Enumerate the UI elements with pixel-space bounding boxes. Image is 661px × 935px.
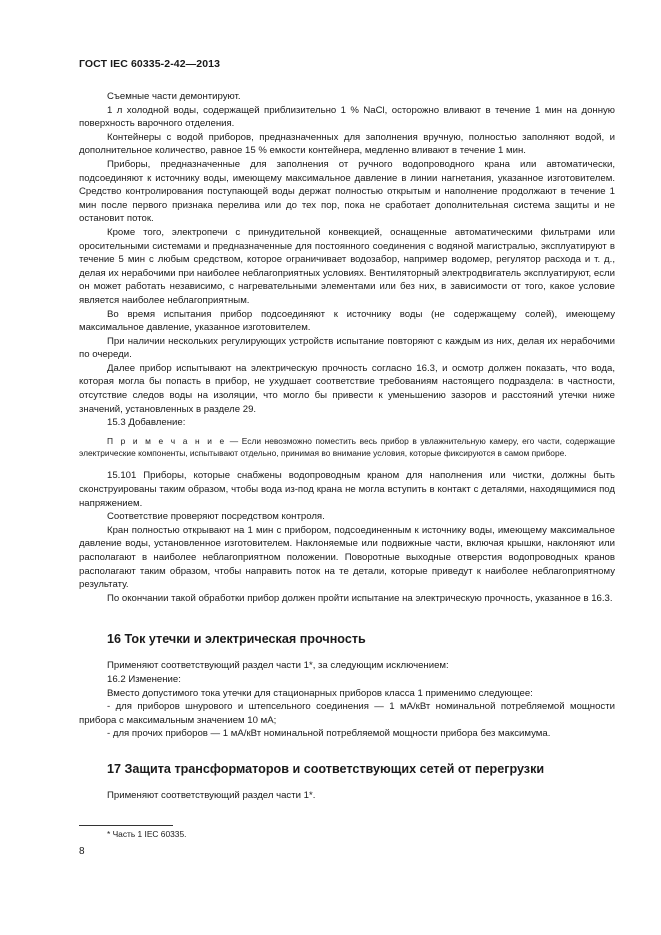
paragraph: Далее прибор испытывают на электрическую прочность согласно 16.3, и осмотр должен показать, что вода, которая могла бы попасть в прибор, не ухудшает соответствие требованиям настоящего подраздела: в частности, отсутствие следов воды на изоляции, что могло бы привести к уменьшению зазоров и расстояний утечки ниже значений, установленных в разделе 29. xyxy=(79,362,615,415)
footnote: * Часть 1 IEC 60335. xyxy=(107,829,187,839)
note-label: П р и м е ч а н и е xyxy=(107,435,227,446)
paragraph: Вместо допустимого тока утечки для стационарных приборов класса 1 применимо следующее: xyxy=(107,687,533,699)
document-header: ГОСТ IEC 60335-2-42—2013 xyxy=(79,58,221,70)
paragraph: Съемные части демонтируют. xyxy=(107,91,241,102)
page-body xyxy=(79,90,615,803)
note xyxy=(79,436,615,460)
paragraph: Соответствие проверяют посредством контроля. xyxy=(107,511,325,523)
paragraph: 16.2 Изменение: xyxy=(107,673,181,685)
list-item: - для приборов шнурового и штепсельного соединения — 1 мА/кВт номинальной потребляемой мощности прибора с максимальным значением 10 мА; xyxy=(79,701,615,726)
footnote-divider xyxy=(79,825,173,826)
clause-heading: 15.3 Добавление: xyxy=(107,417,186,429)
note-text: Если невозможно поместить весь прибор в увлажнительную камеру, его части, содержащие электрические компоненты, испытывают отдельно, принимая во внимание условия, которые фиксируются в самом приборе. xyxy=(79,435,616,458)
paragraph: Применяют соответствующий раздел части 1*. xyxy=(107,789,316,801)
paragraph: Приборы, предназначенные для заполнения от ручного водопроводного крана или автоматически, подсоединяют к источнику воды, имеющему максимальное давление в линии нагнетания, указанное изготовителем. Средство контролирования поступающей воды держат полностью открытым и наполнение продолжают в течение 1 мин после первого признака перелива или до тех пор, пока не сработает дополнительная система защиты и не остановит поток. xyxy=(79,158,615,225)
note-dash: — xyxy=(226,435,242,446)
paragraph: Кроме того, электропечи с принудительной конвекцией, оснащенные автоматическими фильтрами или оросительными системами и предназначенные для постоянного соединения с водяной магистралью, эксплуатируют в течение 5 мин с любым средством, которое ограничивает водозабор, например водомер, регулятор расхода и т. д., делая их нерабочими при наиболее неблагоприятных условиях. Вентиляторный электродвигатель эксплуатируют, если он может работать независимо, с нагревательными элементами или без них, в зависимости от того, какое условие является наиболее неблагоприятным. xyxy=(79,226,615,306)
list-item: - для прочих приборов — 1 мА/кВт номинальной потребляемой мощности прибора без максимума. xyxy=(107,728,551,740)
section-17-title: 17 Защита трансформаторов и соответствующих сетей от перегрузки xyxy=(107,761,545,776)
paragraph: Кран полностью открывают на 1 мин с прибором, подсоединенным к источнику воды, имеющему максимальное давление воды, установленное изготовителем. Наклоняемые или подвижные части, включая крышки, наклоняют или располагают в наиболее неблагоприятном положении. Поворотные выходные отверстия водопроводных кранов располагают таким образом, чтобы направить поток на те детали, которые приведут к наиболее неблагоприятному результату. xyxy=(79,524,615,591)
paragraph: Во время испытания прибор подсоединяют к источнику воды (не содержащему солей), имеющему максимальное давление, указанное изготовителем. xyxy=(79,308,615,334)
section-16-title: 16 Ток утечки и электрическая прочность xyxy=(107,632,366,647)
paragraph: При наличии нескольких регулирующих устройств испытание повторяют с каждым из них, делая их нерабочими по очереди. xyxy=(79,335,615,361)
paragraph: 15.101 Приборы, которые снабжены водопроводным краном для наполнения или чистки, должны быть сконструированы таким образом, чтобы вода из-под крана не могла вступить в контакт с деталями, находящимися под напряжением. xyxy=(79,470,615,509)
paragraph: По окончании такой обработки прибор должен пройти испытание на электрическую прочность, указанное в 16.3. xyxy=(107,592,613,604)
paragraph: 1 л холодной воды, содержащей приблизительно 1 % NaCl, осторожно вливают в течение 1 мин на донную поверхность варочного отделения. xyxy=(79,104,615,130)
paragraph: Контейнеры с водой приборов, предназначенных для заполнения вручную, полностью заполняют водой, и дополнительное количество, равное 15 % емкости контейнера, медленно вливают в течение 1 мин. xyxy=(79,131,615,157)
paragraph: Применяют соответствующий раздел части 1*, за следующим исключением: xyxy=(107,660,449,672)
page-number: 8 xyxy=(79,846,85,857)
